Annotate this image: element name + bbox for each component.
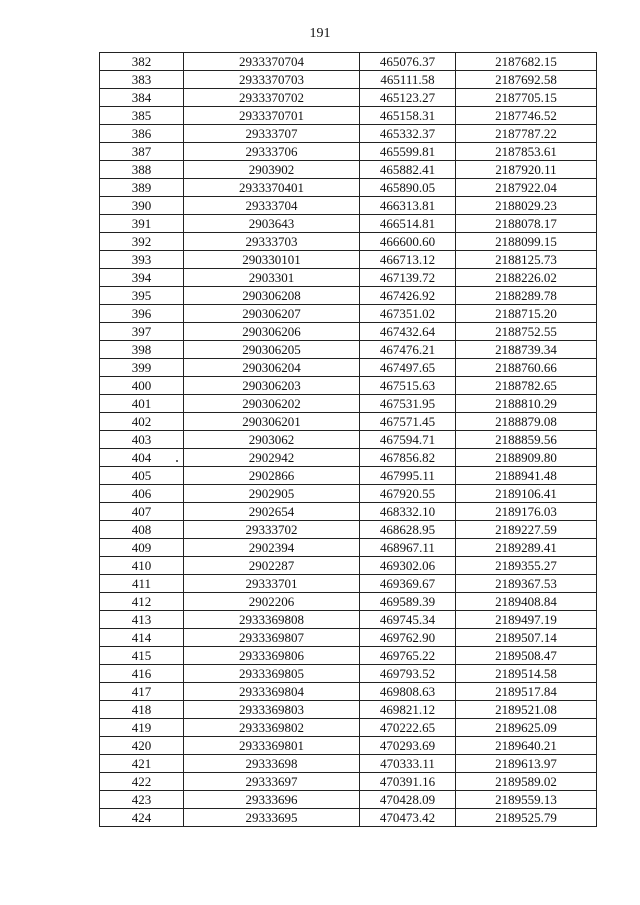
y-coordinate-cell: 2189514.58 — [456, 665, 597, 683]
point-id-cell: 2933369803 — [184, 701, 360, 719]
x-coordinate-cell: 465882.41 — [360, 161, 456, 179]
row-index-cell: 393 — [100, 251, 184, 269]
row-index-cell: 383 — [100, 71, 184, 89]
table-row — [100, 323, 597, 341]
row-index-cell: 394 — [100, 269, 184, 287]
point-id-cell: 2902654 — [184, 503, 360, 521]
point-id-cell: 29333704 — [184, 197, 360, 215]
row-index-cell: 385 — [100, 107, 184, 125]
point-id-cell: 2933370401 — [184, 179, 360, 197]
row-index-cell: 423 — [100, 791, 184, 809]
x-coordinate-cell: 469369.67 — [360, 575, 456, 593]
y-coordinate-cell: 2188760.66 — [456, 359, 597, 377]
row-index-cell: 409 — [100, 539, 184, 557]
table-row — [100, 89, 597, 107]
table-body — [100, 53, 597, 827]
point-id-cell: 290306207 — [184, 305, 360, 323]
x-coordinate-cell: 467139.72 — [360, 269, 456, 287]
row-index-cell: 413 — [100, 611, 184, 629]
table-row — [100, 449, 597, 467]
table-row — [100, 557, 597, 575]
point-id-cell: 2933370702 — [184, 89, 360, 107]
table-row — [100, 737, 597, 755]
point-id-cell: 290306203 — [184, 377, 360, 395]
row-index-cell: 412 — [100, 593, 184, 611]
point-id-cell: 2903643 — [184, 215, 360, 233]
x-coordinate-cell: 467497.65 — [360, 359, 456, 377]
row-index-cell: 416 — [100, 665, 184, 683]
table-row — [100, 683, 597, 701]
table-row — [100, 719, 597, 737]
point-id-cell: 2933370703 — [184, 71, 360, 89]
point-id-cell: 29333701 — [184, 575, 360, 593]
x-coordinate-cell: 465123.27 — [360, 89, 456, 107]
table-row — [100, 773, 597, 791]
row-index-cell: 404 — [100, 449, 184, 467]
table-row — [100, 341, 597, 359]
row-index-cell: 420 — [100, 737, 184, 755]
row-index-cell: 392 — [100, 233, 184, 251]
y-coordinate-cell: 2187692.58 — [456, 71, 597, 89]
table-row — [100, 791, 597, 809]
table-row — [100, 593, 597, 611]
x-coordinate-cell: 469589.39 — [360, 593, 456, 611]
row-index-cell: 408 — [100, 521, 184, 539]
point-id-cell: 290330101 — [184, 251, 360, 269]
x-coordinate-cell: 467515.63 — [360, 377, 456, 395]
table-row — [100, 269, 597, 287]
y-coordinate-cell: 2189521.08 — [456, 701, 597, 719]
row-index-cell: 422 — [100, 773, 184, 791]
x-coordinate-cell: 467920.55 — [360, 485, 456, 503]
point-id-cell: 2933369805 — [184, 665, 360, 683]
point-id-cell: 2933369806 — [184, 647, 360, 665]
y-coordinate-cell: 2189517.84 — [456, 683, 597, 701]
point-id-cell: 290306202 — [184, 395, 360, 413]
y-coordinate-cell: 2189408.84 — [456, 593, 597, 611]
row-index-cell: 417 — [100, 683, 184, 701]
x-coordinate-cell: 469302.06 — [360, 557, 456, 575]
row-index-cell: 421 — [100, 755, 184, 773]
coordinates-table — [99, 52, 597, 827]
row-index-cell: 387 — [100, 143, 184, 161]
row-index-cell: 418 — [100, 701, 184, 719]
table-row — [100, 647, 597, 665]
stray-dot-mark — [176, 460, 178, 462]
y-coordinate-cell: 2188752.55 — [456, 323, 597, 341]
row-index-cell: 400 — [100, 377, 184, 395]
y-coordinate-cell: 2189613.97 — [456, 755, 597, 773]
table-row — [100, 143, 597, 161]
y-coordinate-cell: 2188289.78 — [456, 287, 597, 305]
x-coordinate-cell: 466713.12 — [360, 251, 456, 269]
point-id-cell: 290306208 — [184, 287, 360, 305]
y-coordinate-cell: 2188078.17 — [456, 215, 597, 233]
y-coordinate-cell: 2189227.59 — [456, 521, 597, 539]
x-coordinate-cell: 465332.37 — [360, 125, 456, 143]
point-id-cell: 290306205 — [184, 341, 360, 359]
table-row — [100, 251, 597, 269]
point-id-cell: 290306204 — [184, 359, 360, 377]
y-coordinate-cell: 2189507.14 — [456, 629, 597, 647]
row-index-cell: 405 — [100, 467, 184, 485]
y-coordinate-cell: 2188125.73 — [456, 251, 597, 269]
point-id-cell: 2902206 — [184, 593, 360, 611]
point-id-cell: 290306206 — [184, 323, 360, 341]
table-row — [100, 125, 597, 143]
y-coordinate-cell: 2189106.41 — [456, 485, 597, 503]
page-number: 191 — [309, 26, 331, 41]
row-index-cell: 415 — [100, 647, 184, 665]
x-coordinate-cell: 467426.92 — [360, 287, 456, 305]
row-index-cell: 395 — [100, 287, 184, 305]
x-coordinate-cell: 469821.12 — [360, 701, 456, 719]
table-row — [100, 179, 597, 197]
x-coordinate-cell: 468967.11 — [360, 539, 456, 557]
y-coordinate-cell: 2188099.15 — [456, 233, 597, 251]
y-coordinate-cell: 2188739.34 — [456, 341, 597, 359]
x-coordinate-cell: 467594.71 — [360, 431, 456, 449]
table-row — [100, 107, 597, 125]
table-row — [100, 413, 597, 431]
x-coordinate-cell: 465890.05 — [360, 179, 456, 197]
row-index-cell: 390 — [100, 197, 184, 215]
x-coordinate-cell: 467531.95 — [360, 395, 456, 413]
table-row — [100, 53, 597, 71]
point-id-cell: 29333695 — [184, 809, 360, 827]
row-index-cell: 399 — [100, 359, 184, 377]
x-coordinate-cell: 469793.52 — [360, 665, 456, 683]
x-coordinate-cell: 467995.11 — [360, 467, 456, 485]
point-id-cell: 29333703 — [184, 233, 360, 251]
y-coordinate-cell: 2189525.79 — [456, 809, 597, 827]
table-row — [100, 755, 597, 773]
row-index-cell: 401 — [100, 395, 184, 413]
table-row — [100, 287, 597, 305]
point-id-cell: 2903902 — [184, 161, 360, 179]
row-index-cell: 382 — [100, 53, 184, 71]
table-row — [100, 197, 597, 215]
x-coordinate-cell: 467856.82 — [360, 449, 456, 467]
row-index-cell: 389 — [100, 179, 184, 197]
y-coordinate-cell: 2188782.65 — [456, 377, 597, 395]
table-row — [100, 305, 597, 323]
point-id-cell: 2903062 — [184, 431, 360, 449]
point-id-cell: 2902394 — [184, 539, 360, 557]
row-index-cell: 406 — [100, 485, 184, 503]
point-id-cell: 2933369807 — [184, 629, 360, 647]
point-id-cell: 2933370701 — [184, 107, 360, 125]
point-id-cell: 2933370704 — [184, 53, 360, 71]
y-coordinate-cell: 2188941.48 — [456, 467, 597, 485]
x-coordinate-cell: 465111.58 — [360, 71, 456, 89]
y-coordinate-cell: 2188879.08 — [456, 413, 597, 431]
table-row — [100, 809, 597, 827]
y-coordinate-cell: 2189176.03 — [456, 503, 597, 521]
x-coordinate-cell: 470222.65 — [360, 719, 456, 737]
x-coordinate-cell: 467476.21 — [360, 341, 456, 359]
table-row — [100, 575, 597, 593]
table-row — [100, 395, 597, 413]
y-coordinate-cell: 2189355.27 — [456, 557, 597, 575]
point-id-cell: 2902287 — [184, 557, 360, 575]
x-coordinate-cell: 466514.81 — [360, 215, 456, 233]
row-index-cell: 414 — [100, 629, 184, 647]
y-coordinate-cell: 2187920.11 — [456, 161, 597, 179]
y-coordinate-cell: 2188029.23 — [456, 197, 597, 215]
point-id-cell: 2933369808 — [184, 611, 360, 629]
x-coordinate-cell: 469762.90 — [360, 629, 456, 647]
y-coordinate-cell: 2188226.02 — [456, 269, 597, 287]
y-coordinate-cell: 2187922.04 — [456, 179, 597, 197]
row-index-cell: 398 — [100, 341, 184, 359]
x-coordinate-cell: 465158.31 — [360, 107, 456, 125]
x-coordinate-cell: 467571.45 — [360, 413, 456, 431]
point-id-cell: 2933369804 — [184, 683, 360, 701]
x-coordinate-cell: 465599.81 — [360, 143, 456, 161]
x-coordinate-cell: 466600.60 — [360, 233, 456, 251]
y-coordinate-cell: 2188715.20 — [456, 305, 597, 323]
y-coordinate-cell: 2187853.61 — [456, 143, 597, 161]
y-coordinate-cell: 2189589.02 — [456, 773, 597, 791]
x-coordinate-cell: 465076.37 — [360, 53, 456, 71]
x-coordinate-cell: 470473.42 — [360, 809, 456, 827]
x-coordinate-cell: 466313.81 — [360, 197, 456, 215]
table-row — [100, 359, 597, 377]
table-row — [100, 503, 597, 521]
point-id-cell: 29333707 — [184, 125, 360, 143]
row-index-cell: 402 — [100, 413, 184, 431]
y-coordinate-cell: 2189497.19 — [456, 611, 597, 629]
point-id-cell: 29333697 — [184, 773, 360, 791]
point-id-cell: 29333698 — [184, 755, 360, 773]
table-row — [100, 215, 597, 233]
table-row — [100, 629, 597, 647]
y-coordinate-cell: 2188810.29 — [456, 395, 597, 413]
table-row — [100, 467, 597, 485]
point-id-cell: 29333702 — [184, 521, 360, 539]
row-index-cell: 397 — [100, 323, 184, 341]
y-coordinate-cell: 2187746.52 — [456, 107, 597, 125]
point-id-cell: 29333706 — [184, 143, 360, 161]
table-row — [100, 665, 597, 683]
y-coordinate-cell: 2189289.41 — [456, 539, 597, 557]
table-row — [100, 539, 597, 557]
table-row — [100, 521, 597, 539]
y-coordinate-cell: 2189508.47 — [456, 647, 597, 665]
point-id-cell: 2902866 — [184, 467, 360, 485]
y-coordinate-cell: 2188909.80 — [456, 449, 597, 467]
point-id-cell: 290306201 — [184, 413, 360, 431]
y-coordinate-cell: 2187705.15 — [456, 89, 597, 107]
row-index-cell: 419 — [100, 719, 184, 737]
x-coordinate-cell: 469765.22 — [360, 647, 456, 665]
row-index-cell: 403 — [100, 431, 184, 449]
y-coordinate-cell: 2189367.53 — [456, 575, 597, 593]
x-coordinate-cell: 468628.95 — [360, 521, 456, 539]
x-coordinate-cell: 470293.69 — [360, 737, 456, 755]
x-coordinate-cell: 468332.10 — [360, 503, 456, 521]
row-index-cell: 388 — [100, 161, 184, 179]
y-coordinate-cell: 2187682.15 — [456, 53, 597, 71]
point-id-cell: 29333696 — [184, 791, 360, 809]
point-id-cell: 2902942 — [184, 449, 360, 467]
row-index-cell: 396 — [100, 305, 184, 323]
table-row — [100, 377, 597, 395]
row-index-cell: 391 — [100, 215, 184, 233]
point-id-cell: 2902905 — [184, 485, 360, 503]
x-coordinate-cell: 467432.64 — [360, 323, 456, 341]
x-coordinate-cell: 469808.63 — [360, 683, 456, 701]
y-coordinate-cell: 2187787.22 — [456, 125, 597, 143]
y-coordinate-cell: 2188859.56 — [456, 431, 597, 449]
row-index-cell: 411 — [100, 575, 184, 593]
x-coordinate-cell: 469745.34 — [360, 611, 456, 629]
table-row — [100, 485, 597, 503]
row-index-cell: 424 — [100, 809, 184, 827]
row-index-cell: 407 — [100, 503, 184, 521]
table-row — [100, 233, 597, 251]
table-row — [100, 701, 597, 719]
row-index-cell: 386 — [100, 125, 184, 143]
x-coordinate-cell: 467351.02 — [360, 305, 456, 323]
y-coordinate-cell: 2189640.21 — [456, 737, 597, 755]
table-row — [100, 431, 597, 449]
y-coordinate-cell: 2189559.13 — [456, 791, 597, 809]
row-index-cell: 384 — [100, 89, 184, 107]
y-coordinate-cell: 2189625.09 — [456, 719, 597, 737]
x-coordinate-cell: 470333.11 — [360, 755, 456, 773]
table-row — [100, 611, 597, 629]
point-id-cell: 2933369802 — [184, 719, 360, 737]
row-index-cell: 410 — [100, 557, 184, 575]
point-id-cell: 2903301 — [184, 269, 360, 287]
x-coordinate-cell: 470428.09 — [360, 791, 456, 809]
table-row — [100, 71, 597, 89]
table-row — [100, 161, 597, 179]
x-coordinate-cell: 470391.16 — [360, 773, 456, 791]
point-id-cell: 2933369801 — [184, 737, 360, 755]
